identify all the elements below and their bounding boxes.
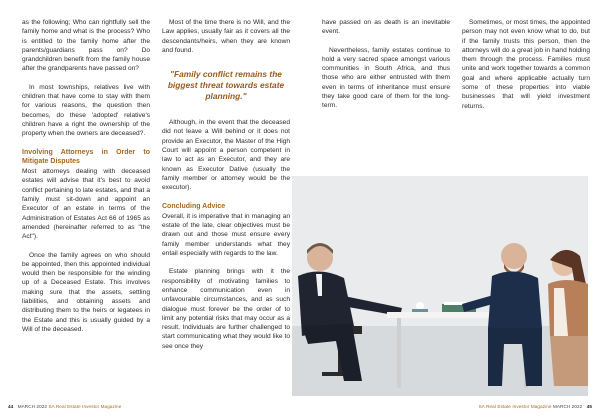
right-column-2	[462, 18, 590, 120]
page-number: 45	[586, 404, 592, 409]
page-number: 44	[8, 404, 14, 409]
subheading-involving-attorneys: Involving Attorneys in Order to Mitigate Disputes	[22, 148, 150, 165]
paragraph: Overall, it is imperative that in managing an estate of the late, clear objectives must be drawn out and those must ensure every family member understands what they entail especially with regards to the law.	[162, 212, 290, 258]
paragraph: Estate planning brings with it the responsibility of motivating families to enhance communication even in unfavourable circumstances, and as such dialogue must forever be the order of to limit any potential risks that may occur as a result. Individuals are further challenged to start communicating what they would like to see once they	[162, 268, 290, 350]
paragraph: Most attorneys dealing with deceased estates will advise that it's best to avoid conflict pertaining to late estates, and that a family must sit-down and appoint an Executor of an estate in terms of the Administration of Estates Act 66 of 1965 as amended (hereinafter referred to as "the Act").	[22, 168, 150, 241]
paragraph: Although, in the event that the deceased did not leave a Will behind or it does not provide an Executor, the Master of the High Court will appoint a person competent in law to act as an Executor, and they are known as Executor Dative (usually the family member or attorney would be the executor).	[162, 119, 290, 192]
subheading-concluding-advice: Concluding Advice	[162, 202, 226, 210]
paragraph: In most townships, relatives live with children that have come to stay with them for various reasons, the question then becomes, do these 'adopted' relative's children have a right the ownership of the property when the owners are deceased?.	[22, 83, 150, 138]
paragraph: have passed on as death is an inevitable event.	[322, 19, 450, 36]
paragraph: Sometimes, or most times, the appointed person may not even know what to do, but if the family trusts this person, then the attorneys will do a great job in hand holding them through the process. Families must unite and work together towards a common goal and where applicable actually turn some of these properties into viable businesses that will yield investment returns.	[462, 19, 590, 110]
footer-magazine: SA Real Estate Investor Magazine	[48, 404, 122, 409]
paragraph: as the following; Who can rightfully sell the family home and what is the process? Who is entitled to the family home after the parents/guardians pass on? Do grandchildren benefit from the family house after the grandparents have passed on?	[22, 19, 150, 73]
paragraph: Nevertheless, family estates continue to hold a very sacred space amongst various communities in South Africa, and thus those who are either entrusted with them even in terms of inheritance must ensure they take good care of them for the long-term.	[322, 46, 450, 110]
footer-magazine: SA Real Estate Investor Magazine	[478, 404, 552, 409]
footer-date: MARCH 2022	[17, 404, 48, 409]
footer-left	[8, 404, 121, 409]
paragraph: Once the family agrees on who should be appointed, then this appointed individual would then be responsible for the winding up of a Deceased Estate. This involves making sure that the assets, settling liabilities, and obtaining assets and distributing them to the heirs or legatees in the Estate and this is usually guided by a Will of the deceased.	[22, 251, 150, 333]
right-column-1	[322, 18, 450, 120]
left-column-1	[22, 18, 150, 343]
pull-quote: "Family conflict remains the biggest threat towards estate planning."	[167, 69, 285, 102]
paragraph: Most of the time there is no Will, and the Law applies, usually fair as it covers all the descendants/heirs, when they are known and found.	[162, 19, 290, 54]
footer-date: MARCH 2022	[552, 404, 583, 409]
meeting-illustration	[292, 176, 588, 396]
business-meeting-photo	[292, 176, 588, 396]
footer-right	[479, 404, 592, 409]
left-column-2	[162, 18, 290, 360]
